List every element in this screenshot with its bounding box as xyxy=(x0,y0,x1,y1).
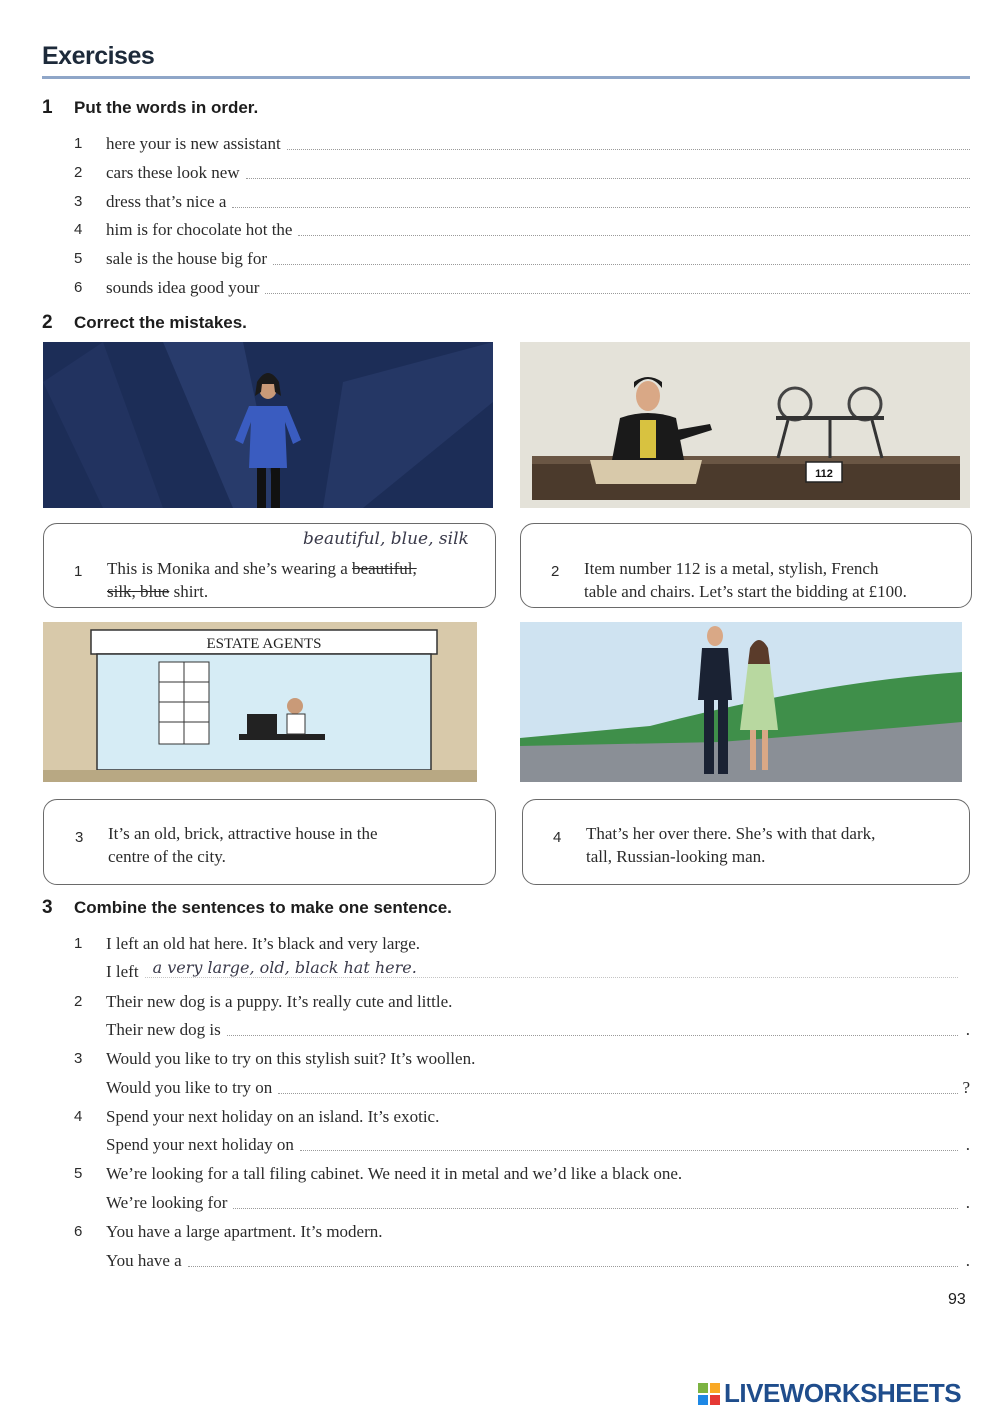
exercise-1-instruction: Put the words in order. xyxy=(74,98,259,117)
item-number: 4 xyxy=(74,221,83,238)
speech-bubble-4 xyxy=(522,799,970,885)
source-sentences: Their new dog is a puppy. It’s really cute and little. xyxy=(106,992,453,1011)
item-number: 1 xyxy=(74,135,83,152)
shop-sign-text: ESTATE AGENTS xyxy=(206,636,322,652)
answer-blank[interactable] xyxy=(265,277,970,294)
item-number: 3 xyxy=(74,1050,83,1067)
title-divider xyxy=(42,76,970,79)
exercise-2-heading xyxy=(42,312,247,334)
bubble-line-2: table and chairs. Let’s start the bidding at £100. xyxy=(584,582,907,601)
answer-blank[interactable] xyxy=(273,248,970,265)
bubble-number: 2 xyxy=(551,563,560,580)
couple-walking-illustration xyxy=(520,622,962,782)
answer-blank[interactable] xyxy=(145,958,958,978)
bubble-text: This is Monika and she’s wearing a xyxy=(107,559,353,578)
exercise-3-sentence xyxy=(74,1103,970,1127)
speech-bubble-2 xyxy=(520,523,972,608)
answer-blank[interactable] xyxy=(227,1019,958,1036)
item-number: 2 xyxy=(74,993,83,1010)
answer-start: You have a xyxy=(106,1251,182,1270)
bubble-number: 4 xyxy=(553,829,562,846)
speech-bubble-1 xyxy=(43,523,496,608)
bubble-text: shirt. xyxy=(169,582,209,601)
handwritten-answer: a very large, old, black hat here. xyxy=(152,958,417,977)
item-number: 6 xyxy=(74,1223,83,1240)
answer-end-punctuation: . xyxy=(965,1135,970,1154)
exercise-3-answer-line xyxy=(106,1074,970,1098)
bubble-line-1: It’s an old, brick, attractive house in the xyxy=(108,824,378,843)
liveworksheets-brand[interactable] xyxy=(698,1378,961,1409)
answer-start: Their new dog is xyxy=(106,1020,221,1039)
answer-start: I left xyxy=(106,962,139,981)
answer-blank[interactable] xyxy=(188,1250,958,1267)
answer-blank[interactable] xyxy=(278,1077,958,1094)
answer-start: We’re looking for xyxy=(106,1193,228,1212)
handwritten-answer: beautiful, blue, silk xyxy=(303,529,469,549)
exercise-1-number: 1 xyxy=(42,97,53,118)
item-number: 3 xyxy=(74,193,83,210)
exercise-3-answer-line xyxy=(106,958,970,982)
answer-blank[interactable] xyxy=(233,1192,958,1209)
brand-wordmark: LIVEWORKSHEETS xyxy=(724,1378,962,1408)
exercise-1-item xyxy=(74,130,970,154)
fashion-show-illustration xyxy=(43,342,493,508)
answer-blank[interactable] xyxy=(232,191,970,208)
exercise-3-answer-line xyxy=(106,1016,970,1040)
item-number: 1 xyxy=(74,935,83,952)
liveworksheets-logo-icon xyxy=(698,1383,720,1405)
source-sentences: You have a large apartment. It’s modern. xyxy=(106,1222,383,1241)
answer-end-punctuation: . xyxy=(965,1193,970,1212)
exercise-1-item xyxy=(74,245,970,269)
estate-agents-illustration xyxy=(43,622,477,782)
exercise-3-heading xyxy=(42,897,452,919)
exercise-1-item xyxy=(74,216,970,240)
page-title: Exercises xyxy=(42,42,155,70)
item-number: 5 xyxy=(74,1165,83,1182)
answer-end-punctuation: . xyxy=(965,1251,970,1270)
exercise-3-number: 3 xyxy=(42,897,53,918)
bubble-line-2: tall, Russian-looking man. xyxy=(586,847,766,866)
exercise-3-sentence xyxy=(74,1218,970,1242)
exercise-1-heading xyxy=(42,97,258,119)
exercise-1-item xyxy=(74,274,970,298)
source-sentences: We’re looking for a tall filing cabinet. We need it in metal and we’d like a black one. xyxy=(106,1164,683,1183)
source-sentences: Spend your next holiday on an island. It’s exotic. xyxy=(106,1107,440,1126)
source-sentences: Would you like to try on this stylish suit? It’s woollen. xyxy=(106,1049,476,1068)
answer-blank[interactable] xyxy=(298,219,970,236)
exercise-1-item xyxy=(74,159,970,183)
answer-blank[interactable] xyxy=(246,162,970,179)
answer-end-punctuation: ? xyxy=(962,1078,970,1097)
scrambled-words: him is for chocolate hot the xyxy=(106,220,293,239)
exercise-3-answer-line xyxy=(106,1247,970,1271)
exercise-3-sentence xyxy=(74,930,970,954)
scrambled-words: sounds idea good your xyxy=(106,278,260,297)
exercise-3-sentence xyxy=(74,1045,970,1069)
answer-blank[interactable] xyxy=(300,1134,958,1151)
exercise-2-number: 2 xyxy=(42,312,53,333)
item-number: 5 xyxy=(74,250,83,267)
scrambled-words: sale is the house big for xyxy=(106,249,267,268)
exercise-3-instruction: Combine the sentences to make one sentence. xyxy=(74,898,452,917)
item-number: 2 xyxy=(74,164,83,181)
bubble-line-2 xyxy=(107,580,208,603)
exercise-3-sentence xyxy=(74,1160,970,1184)
scrambled-words: here your is new assistant xyxy=(106,134,281,153)
scrambled-words: cars these look new xyxy=(106,163,240,182)
source-sentences: I left an old hat here. It’s black and very large. xyxy=(106,934,421,953)
speech-bubble-3 xyxy=(43,799,496,885)
bubble-number: 3 xyxy=(75,829,84,846)
page-number: 93 xyxy=(948,1291,966,1308)
item-number: 6 xyxy=(74,279,83,296)
exercise-3-answer-line xyxy=(106,1131,970,1155)
scrambled-words: dress that’s nice a xyxy=(106,192,227,211)
answer-start: Would you like to try on xyxy=(106,1078,273,1097)
auction-illustration xyxy=(520,342,970,508)
bubble-line-1 xyxy=(107,557,417,580)
struck-word: beautiful, xyxy=(352,559,417,578)
exercise-1-item xyxy=(74,188,970,212)
answer-end-punctuation: . xyxy=(965,1020,970,1039)
exercise-2-instruction: Correct the mistakes. xyxy=(74,313,247,332)
answer-start: Spend your next holiday on xyxy=(106,1135,294,1154)
bubble-number: 1 xyxy=(74,563,83,580)
bubble-line-2: centre of the city. xyxy=(108,847,226,866)
struck-word: silk, blue xyxy=(107,582,170,601)
bubble-line-1: Item number 112 is a metal, stylish, French xyxy=(584,559,879,578)
bubble-line-1: That’s her over there. She’s with that dark, xyxy=(586,824,876,843)
item-number: 4 xyxy=(74,1108,83,1125)
lot-number-label: 112 xyxy=(815,468,833,480)
exercise-3-answer-line xyxy=(106,1189,970,1213)
exercise-3-sentence xyxy=(74,988,970,1012)
answer-blank[interactable] xyxy=(287,133,970,150)
